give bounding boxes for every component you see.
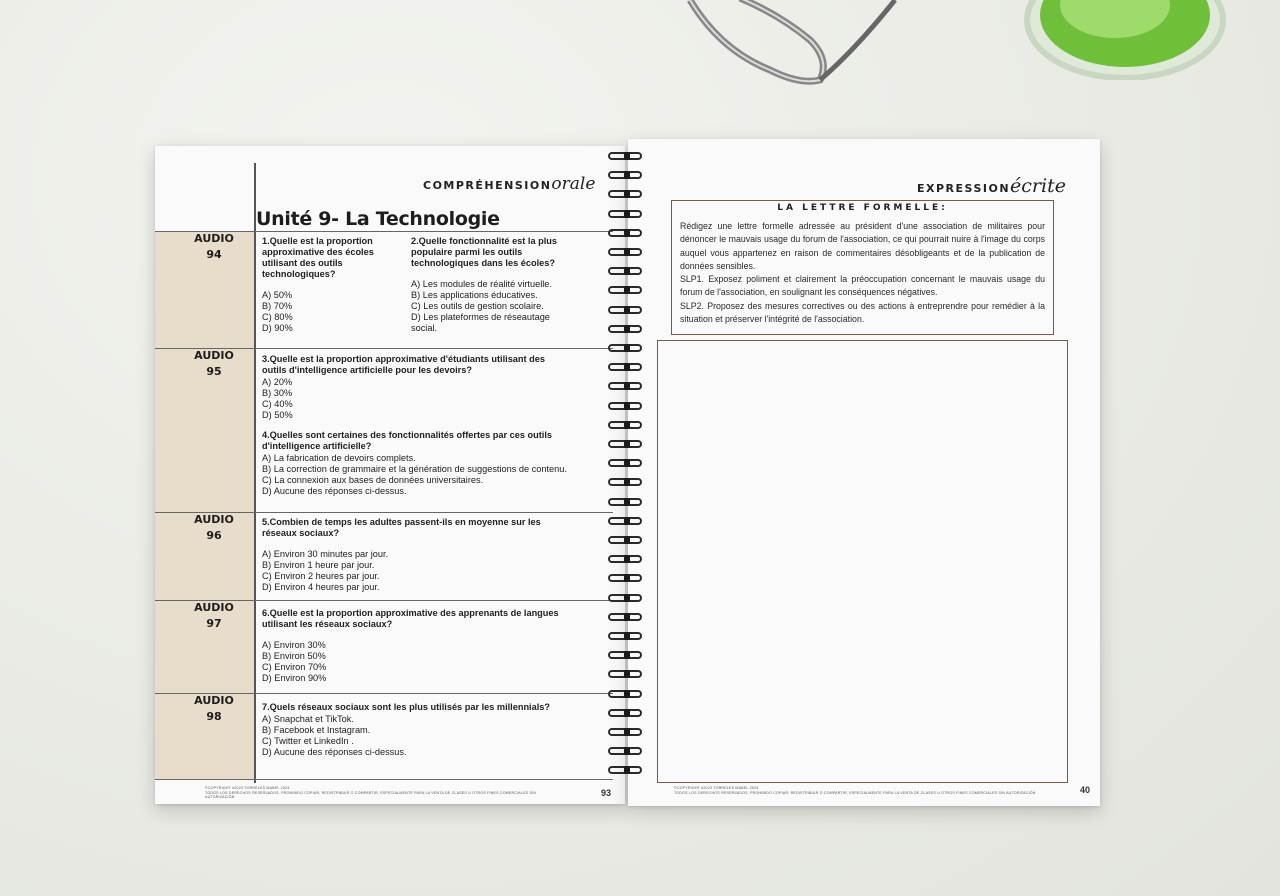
green-glass-image (1020, 0, 1230, 80)
spiral-coil (608, 421, 642, 429)
spiral-coil (608, 382, 642, 390)
spiral-coil (608, 651, 642, 659)
spiral-coil (608, 325, 642, 333)
spiral-coil (608, 171, 642, 179)
spiral-coil (608, 574, 642, 582)
spiral-coil (608, 728, 642, 736)
spiral-coil (608, 440, 642, 448)
question-5: 5.Combien de temps les adultes passent-ils en moyenne sur les réseaux sociaux? A) Environ 30 minutes par jour. B) Environ 1 heure par jour. C) Environ 2 heures par jour. D) Environ 4 heures par jour. (262, 517, 541, 592)
instructions-box (671, 200, 1054, 335)
page-number: 40 (1080, 785, 1091, 795)
spiral-coil (608, 229, 642, 237)
question-2: 2.Quelle fonctionnalité est la plus populaire parmi les outils technologiques dans les écoles? A) Les modules de réalité virtuelle. B) Les applications éducatives. C) Les outils de gestion scolaire. D) Les plateformes de réseautage social. (411, 236, 558, 333)
page-number: 93 (601, 788, 612, 798)
spiral-coil (608, 747, 642, 755)
eyeglasses-image (680, 0, 910, 105)
section-title: COMPRÉHENSION (423, 179, 552, 192)
left-page (155, 146, 625, 804)
audio-label: AUDIO 94 (194, 232, 234, 261)
spiral-coil (608, 517, 642, 525)
vertical-rule (254, 163, 256, 783)
question-6: 6.Quelle est la proportion approximative des apprenants de langues utilisant les réseaux sociaux? A) Environ 30% B) Environ 50% C) Environ 70% D) Environ 90% (262, 608, 559, 683)
spiral-coil (608, 363, 642, 371)
right-page (628, 139, 1100, 806)
audio-label: AUDIO 97 (194, 601, 234, 630)
spiral-coil (608, 210, 642, 218)
spiral-coil (608, 402, 642, 410)
section-header (917, 175, 1066, 197)
spiral-coil (608, 594, 642, 602)
spiral-coil (608, 459, 642, 467)
spiral-coil (608, 536, 642, 544)
spiral-coil (608, 709, 642, 717)
section-script: orale (551, 174, 596, 194)
question-4: 4.Quelles sont certaines des fonctionnalités offertes par ces outils d'intelligence artificielle? A) La fabrication de devoirs complets. B) La correction de grammaire et la génération de suggestions de contenu. C) La connexion aux bases de données universitaires. D) Aucune des réponses ci-dessus. (262, 430, 567, 496)
spiral-coil (608, 690, 642, 698)
section-script: écrite (1010, 175, 1066, 197)
spiral-coil (608, 632, 642, 640)
spiral-coil (608, 766, 642, 774)
spiral-coil (608, 248, 642, 256)
instructions-text: Rédigez une lettre formelle adressée au président d'une association de militaires pour dénoncer le mauvais usage du forum de l'association, ce qui pourrait nuire à l'image du corps auquel vous appartenez en raison de commentaires désobligeants et de la publication de données sensibles. SLP1. Exposez poliment et clairement la préoccupation concernant le mauvais usage du forum de l'association, en soulignant les conséquences négatives. SLP2. Proposez des mesures correctives ou des actions à entreprendre pour remédier à la situation et préserver l'intégrité de l'association. (680, 221, 1045, 325)
spiral-coil (608, 152, 642, 160)
audio-label: AUDIO 96 (194, 513, 234, 542)
section-header (423, 174, 595, 194)
unit-title: Unité 9- La Technologie (256, 208, 500, 230)
question-7: 7.Quels réseaux sociaux sont les plus utilisés par les millennials? A) Snapchat et TikTok. B) Facebook et Instagram. C) Twitter et LinkedIn . D) Aucune des réponses ci-dessus. (262, 702, 550, 757)
copyright-footer: ©COPYRIGHT #2023 TORRELES MABEL 2024 TODOS LOS DERECHOS RESERVADOS. PROHIBIDO COPIAR, REDISTRIBUIR O COMPARTIR, ESPECIALMENTE PARA LA VENTA DE CLASES U OTROS FINES COMERCIALES SIN AUTORIZACIÓN (674, 786, 1036, 795)
spiral-binding (608, 148, 646, 794)
section-title: EXPRESSION (917, 182, 1011, 195)
question-1: 1.Quelle est la proportion approximative des écoles utilisant des outils technologiques? A) 50% B) 70% C) 80% D) 90% (262, 236, 374, 333)
question-3: 3.Quelle est la proportion approximative d'étudiants utilisant des outils d'intelligence artificielle pour les devoirs? A) 20% B) 30% C) 40% D) 50% (262, 354, 545, 420)
copyright-footer: ©COPYRIGHT #2023 TORRELES MABEL 2024 TODOS LOS DERECHOS RESERVADOS. PROHIBIDO COPIAR, REDISTRIBUIR O COMPARTIR, ESPECIALMENTE PARA LA VENTA DE CLASES U OTROS FINES COMERCIALES SIN AUTORIZACIÓN (205, 786, 537, 799)
spiral-coil (608, 670, 642, 678)
writing-area[interactable] (657, 340, 1068, 783)
audio-label: AUDIO 95 (194, 349, 234, 378)
spiral-coil (608, 190, 642, 198)
spiral-coil (608, 286, 642, 294)
box-title: LA LETTRE FORMELLE: (777, 203, 948, 213)
spiral-coil (608, 267, 642, 275)
spiral-coil (608, 555, 642, 563)
audio-label: AUDIO 98 (194, 694, 234, 723)
spiral-coil (608, 613, 642, 621)
spiral-coil (608, 478, 642, 486)
spiral-coil (608, 306, 642, 314)
spiral-coil (608, 344, 642, 352)
divider (155, 779, 613, 780)
spiral-coil (608, 498, 642, 506)
